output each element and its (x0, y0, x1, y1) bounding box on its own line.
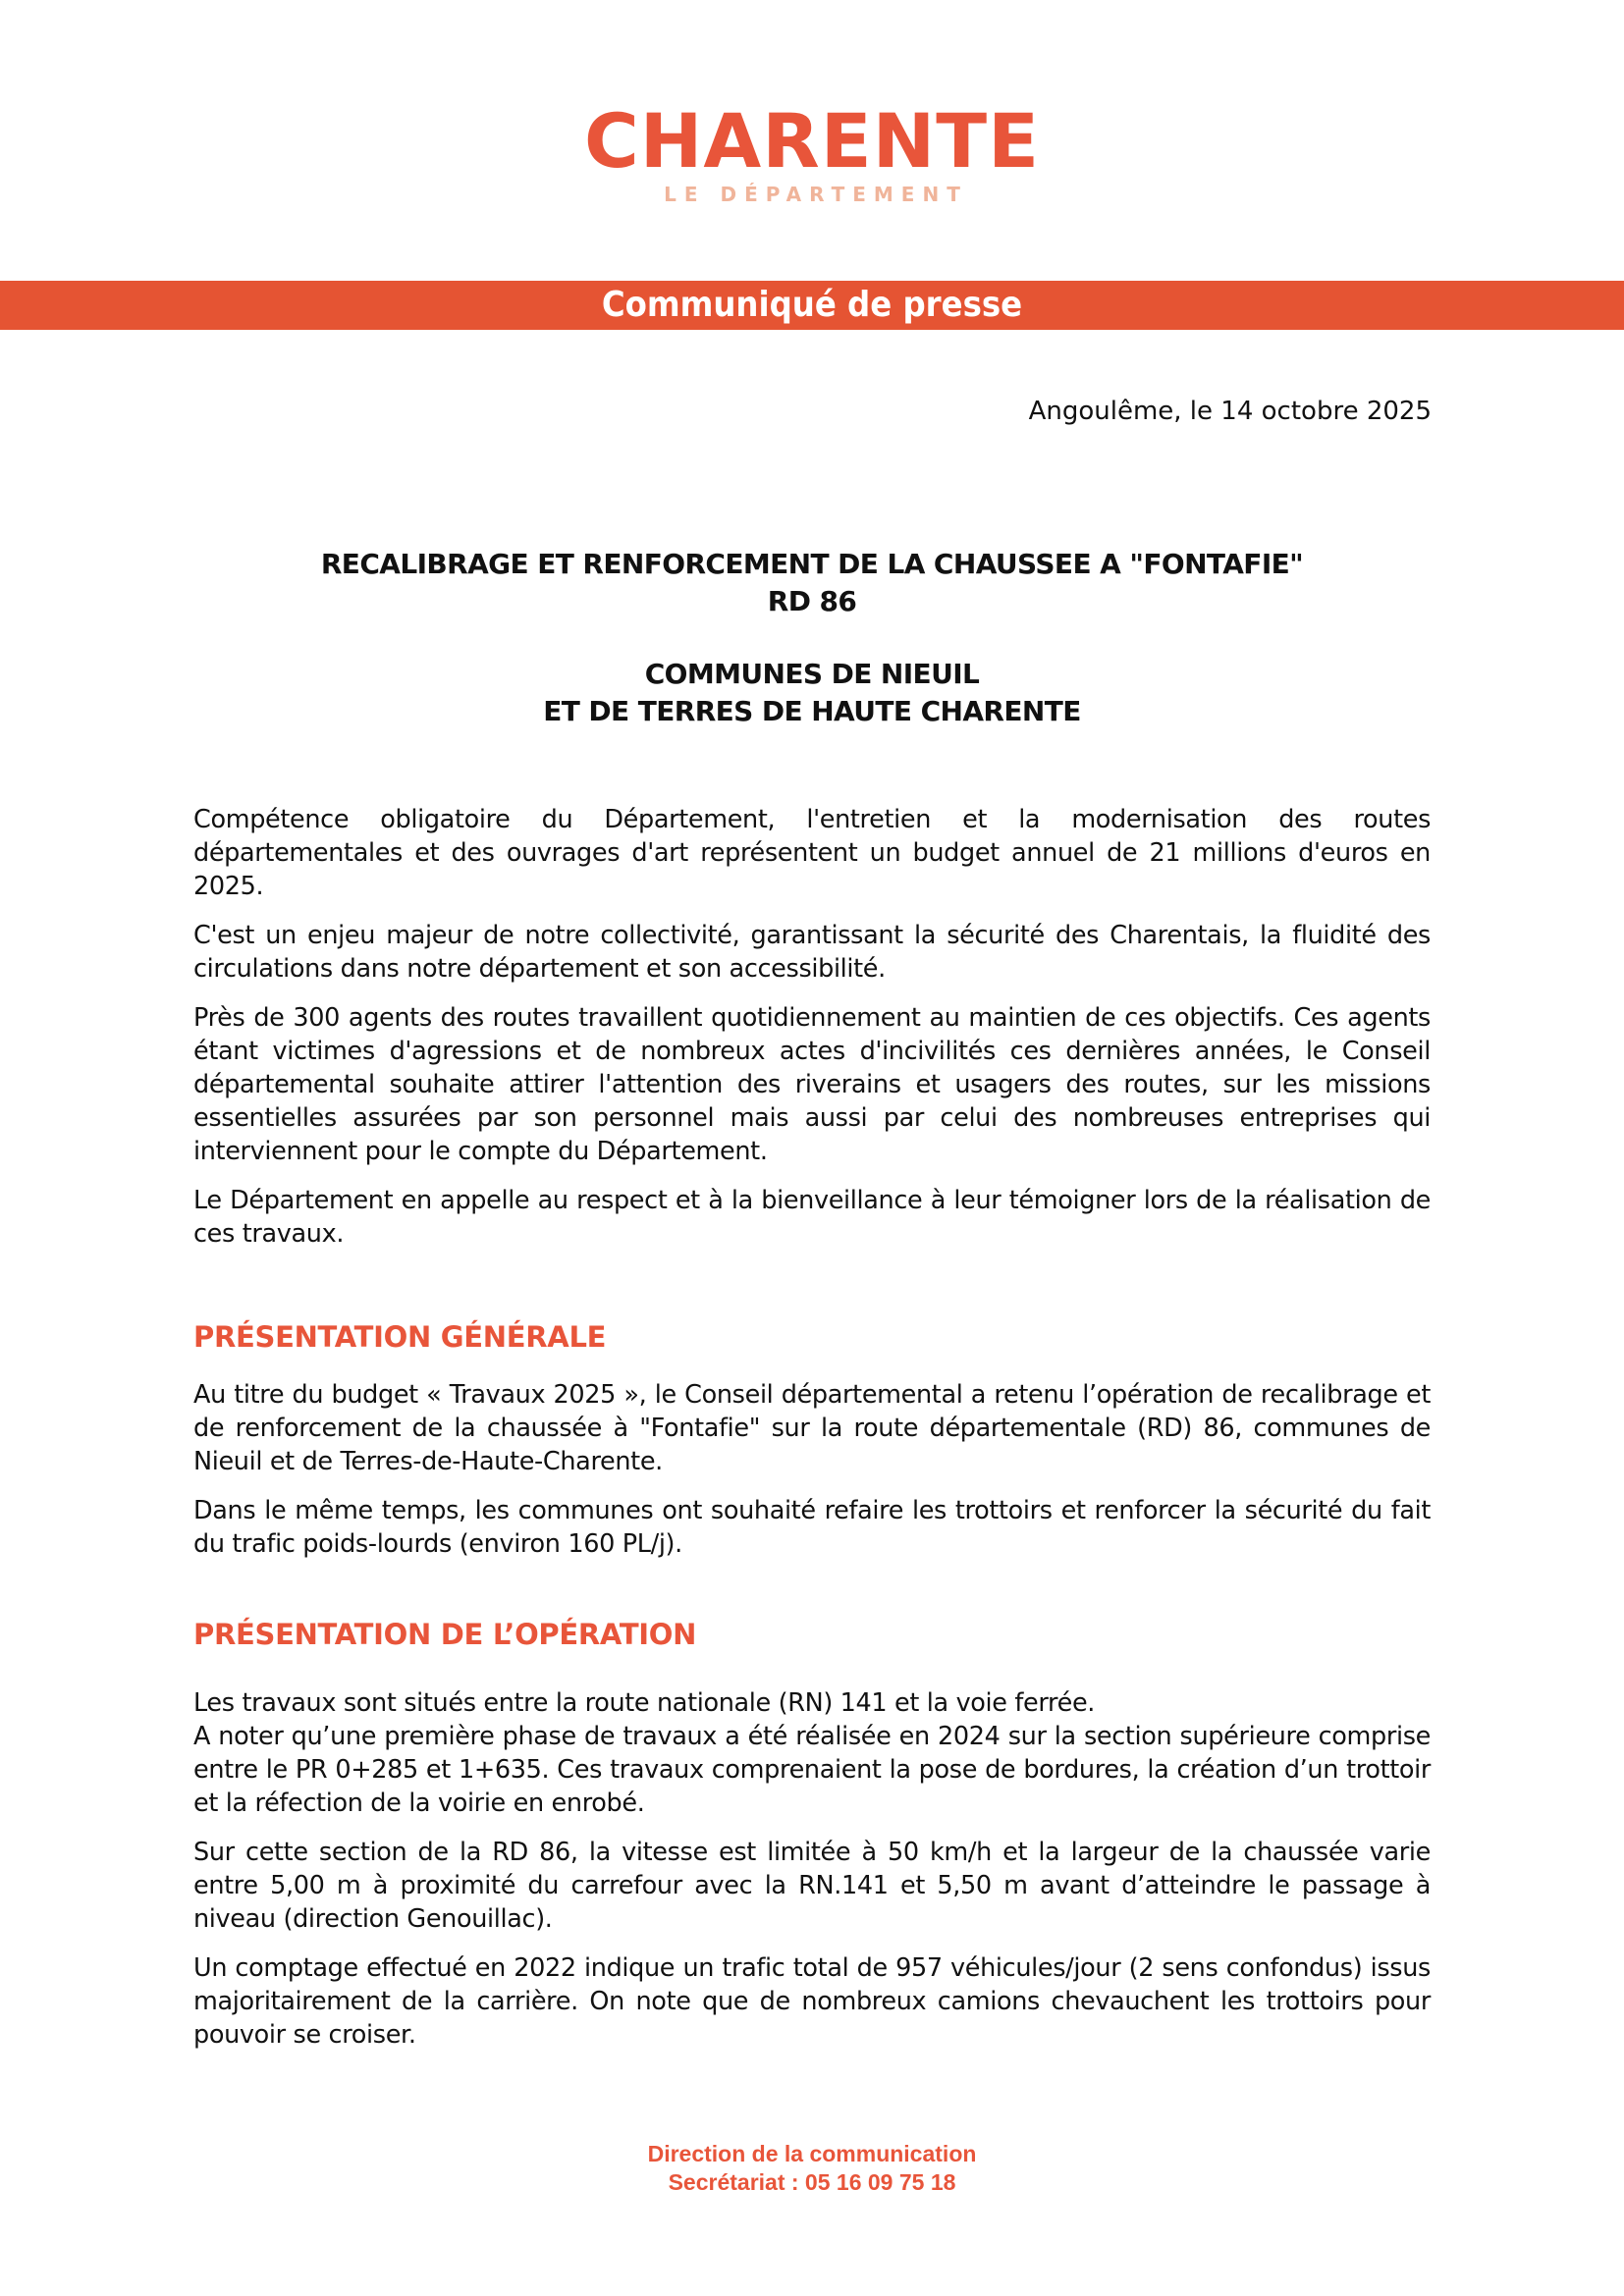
press-release-banner (0, 281, 1624, 330)
section-heading: PRÉSENTATION DE L’OPÉRATION (193, 1618, 697, 1651)
date-line: Angoulême, le 14 octobre 2025 (1028, 397, 1432, 426)
title-line-3: COMMUNES DE NIEUIL (644, 658, 980, 690)
footer-department: Direction de la communication (647, 2141, 977, 2166)
section-heading: PRÉSENTATION GÉNÉRALE (193, 1320, 607, 1354)
banner-label: Communiqué de presse (601, 285, 1023, 325)
title-line-1: RECALIBRAGE ET RENFORCEMENT DE LA CHAUSSEE A "FONTAFIE" (320, 548, 1304, 580)
section-paragraph: Au titre du budget « Travaux 2025 », le Conseil départemental a retenu l’opération de recalibrage et de renforcement de la chaussée à "Fontafie" sur la route départementale (RD) 86, communes de Nieuil et de Terres-de-Haute-Charente. (193, 1380, 1431, 1476)
section-operation-body (193, 1686, 1431, 2067)
section-paragraph: Sur cette section de la RD 86, la vitesse est limitée à 50 km/h et la largeur de la chaussée varie entre 5,00 m à proximité du carrefour avec la RN.141 et 5,50 m avant d’atteindre le passage à niveau (direction Genouillac). (193, 1838, 1431, 1934)
title-line-4: ET DE TERRES DE HAUTE CHARENTE (543, 695, 1081, 727)
section-paragraph: Un comptage effectué en 2022 indique un trafic total de 957 véhicules/jour (2 sens confondus) issus majoritairement de la carrière. On note que de nombreux camions chevauchent les trottoirs pour pouvoir se croiser. (193, 1953, 1431, 2050)
intro-paragraph: Compétence obligatoire du Département, l'entretien et la modernisation des routes départementales et des ouvrages d'art représentent un budget annuel de 21 millions d'euros en 2025. (193, 805, 1431, 901)
title-line-2: RD 86 (767, 585, 857, 617)
intro-paragraph: Le Département en appelle au respect et à la bienveillance à leur témoigner lors de la réalisation de ces travaux. (193, 1186, 1431, 1249)
charente-logo (0, 97, 1624, 206)
document-title (0, 546, 1624, 730)
section-general-body (193, 1378, 1431, 1576)
title-spacer (0, 620, 1624, 656)
section-heading-general (193, 1317, 606, 1357)
intro-paragraph: Près de 300 agents des routes travaillent quotidiennement au maintien de ces objectifs. Ces agents étant victimes d'agressions et de nombreux actes d'incivilités ces dernières années, le Conseil départemental souhaite attirer l'attention des riverains et usagers des routes, sur les missions essentielles assurées par son personnel mais aussi par celui des nombreuses entreprises qui interviennent pour le compte du Département. (193, 1003, 1431, 1166)
section-heading-operation (193, 1615, 696, 1654)
intro-paragraph: C'est un enjeu majeur de notre collectivité, garantissant la sécurité des Charentais, la fluidité des circulations dans notre département et son accessibilité. (193, 921, 1431, 984)
section-paragraph: Les travaux sont situés entre la route nationale (RN) 141 et la voie ferrée. (193, 1688, 1096, 1718)
logo-wordmark: CHARENTE (584, 97, 1040, 185)
section-paragraph: A noter qu’une première phase de travaux a été réalisée en 2024 sur la section supérieure comprise entre le PR 0+285 et 1+635. Ces travaux comprenaient la pose de bordures, la création d’un trottoir et la réfection de la voirie en enrobé. (193, 1722, 1431, 1818)
section-paragraph: Dans le même temps, les communes ont souhaité refaire les trottoirs et renforcer la sécurité du fait du trafic poids-lourds (environ 160 PL/j). (193, 1496, 1431, 1559)
logo-subtitle: LE DÉPARTEMENT (664, 183, 968, 206)
footer-phone: Secrétariat : 05 16 09 75 18 (668, 2169, 956, 2195)
intro-section (193, 803, 1431, 1266)
footer-contact (0, 2140, 1624, 2197)
